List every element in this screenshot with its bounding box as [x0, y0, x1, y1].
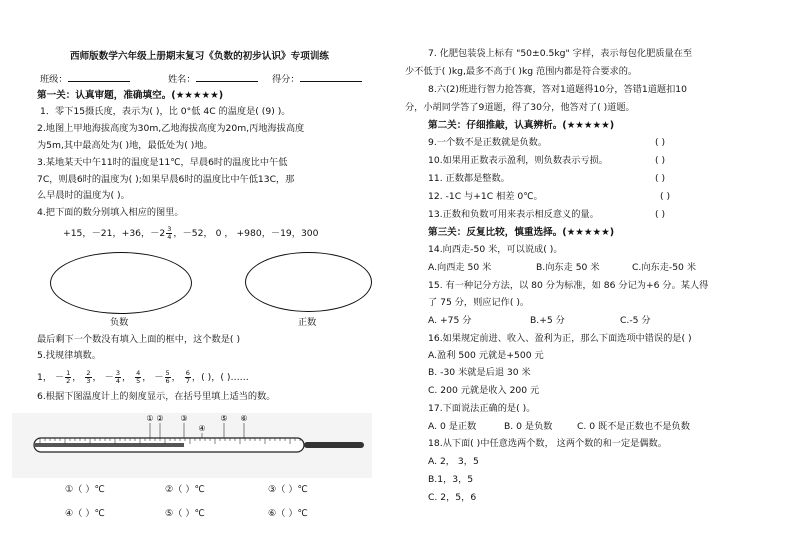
q15-option-c: C.-5 分 — [620, 315, 651, 326]
negative-number-oval — [50, 252, 192, 314]
question-8-line2: 分，小胡同学答了9道题，得了30分，他答对了( )道题。 — [405, 102, 635, 113]
answer-4: ④（ ）℃ — [65, 508, 105, 519]
thermometer-marker-label: ⑤ — [220, 414, 228, 423]
section3-header: 第三关：反复比较，慎重选择。(★★★★★) — [428, 227, 615, 238]
name-field — [168, 72, 258, 86]
q15-option-a: A. +75 分 — [428, 315, 472, 326]
mixed-number-whole: －2 — [150, 228, 166, 239]
answer-3: ③（ ）℃ — [268, 484, 308, 495]
q16-option-b: B. -30 米就是后退 30 米 — [428, 367, 531, 378]
question-17: 17.下面说法正确的是( )。 — [428, 403, 536, 414]
q14-option-c: C.向东走-50 米 — [632, 262, 697, 273]
question-15-line1: 15. 有一种记分方法，以 80 分为标准，如 86 分记为+6 分。某人得 — [428, 280, 709, 291]
q18-option-c: C. 2，5，6 — [428, 492, 477, 503]
section1-header: 第一关：认真审题，准确填空。(★★★★★) — [37, 90, 224, 101]
q18-option-a: A. 2， 3，5 — [428, 456, 479, 467]
question-7-line2: 少不低于( )kg,最多不高于( )kg 范围内都是符合要求的。 — [405, 66, 638, 77]
question-8-line1: 8.六(2)班进行智力抢答赛，答对1道题得10分，答错1道题扣10 — [428, 84, 687, 95]
question-5-sequence: 1， － $\frac{1}{2}$ ， $\frac{2}{3}$ ， － $\frac{3}{4}$ ， $\frac{4}{5}$ ， － $\frac{5}{6}$ ， $\frac{6}{7}$ ，( )，( )…… — [37, 369, 249, 385]
question-16: 16.如果规定前进、收入、盈利为正，那么下面选项中错误的是( ) — [428, 333, 692, 344]
score-label: 得分： — [272, 74, 300, 85]
positive-oval-label: 正数 — [298, 317, 317, 328]
q16-option-c: C. 200 元就是收入 200 元 — [428, 385, 540, 396]
name-label: 姓名： — [168, 74, 196, 85]
question-4-tail: 最后剩下一个数没有填入上面的框中，这个数是( ) — [37, 334, 241, 345]
thermometer-marker-label: ⑥ — [240, 414, 248, 423]
number-list — [63, 226, 318, 241]
judge-11-paren: ( ) — [655, 173, 666, 184]
q15-option-b: B.+5 分 — [530, 315, 565, 326]
judge-9-paren: ( ) — [655, 137, 666, 148]
judge-13: 13.正数和负数可用来表示相反意义的量。 — [428, 209, 599, 220]
q14-option-a: A.向西走 50 米 — [428, 262, 492, 273]
q17-option-c: C. 0 既不是正数也不是负数 — [577, 421, 690, 432]
thermometer-figure — [12, 413, 372, 478]
negative-oval-label: 负数 — [110, 317, 129, 328]
q17-option-a: A. 0 是正数 — [428, 421, 477, 432]
question-3-line1: 3.某地某天中午11时的温度是11℃，早晨6时的温度比中午低 — [37, 157, 288, 168]
judge-12-paren: ( ) — [660, 191, 671, 202]
q18-option-b: B.1，3，5 — [428, 474, 474, 485]
section2-header: 第二关：仔细推敲，认真辨析。(★★★★★) — [428, 120, 615, 131]
question-1: 1．零下15摄氏度，表示为( )，比 0°低 4C 的温度是( (9) )。 — [40, 106, 291, 117]
class-label: 班级： — [40, 74, 68, 85]
question-2-line2: 为5m,其中最高处为( )地，最低处为( )地。 — [37, 140, 213, 151]
question-6: 6.根据下图温度计上的刻度显示，在括号里填上适当的数。 — [37, 391, 276, 402]
q17-option-b: B. 0 是负数 — [504, 421, 553, 432]
answer-6: ⑥（ ）℃ — [268, 508, 308, 519]
question-14: 14.向西走-50 米，可以说成( )。 — [428, 244, 563, 255]
thermometer-marker-label: ② — [156, 414, 164, 423]
judge-11: 11. 正数都是整数。 — [428, 173, 510, 184]
answer-2: ②（ ）℃ — [165, 484, 205, 495]
question-3-line2: 7C，则晨6时的温度为( );如果早晨6时的温度比中午低13C，那 — [37, 174, 295, 185]
thermometer-marker-label: ④ — [198, 424, 206, 433]
judge-13-paren: ( ) — [655, 209, 666, 220]
judge-9: 9.一个数不是正数就是负数。 — [428, 137, 548, 148]
page-title: 西师版数学六年级上册期末复习《负数的初步认识》专项训练 — [70, 51, 330, 62]
question-7-line1: 7. 化肥包装袋上标有 "50±0.5kg" 字样，表示每包化肥质量在至 — [428, 48, 693, 59]
mixed-number-fraction: $\frac{3}{4}$ — [167, 225, 172, 241]
judge-12: 12. -1C 与+1C 相差 0℃。 — [428, 191, 543, 202]
question-4: 4.把下面的数分别填入相应的图里。 — [37, 207, 184, 218]
answer-5: ⑤（ ）℃ — [165, 508, 205, 519]
answer-1: ①（ ）℃ — [65, 484, 105, 495]
q14-option-b: B.向东走 50 米 — [536, 262, 600, 273]
thermometer-marker-label: ③ — [180, 414, 188, 423]
question-2-line1: 2.地图上甲地海拔高度为30m,乙地海拔高度为20m,丙地海拔高度 — [37, 123, 305, 134]
question-18: 18.从下面( )中任意选两个数， 这两个数的和一定是偶数。 — [428, 438, 667, 449]
class-field — [40, 72, 130, 86]
question-5: 5.找规律填数。 — [37, 350, 101, 361]
number-list-start: +15，－21，+36， — [63, 228, 151, 239]
positive-number-oval — [245, 252, 372, 312]
q16-option-a: A.盈利 500 元就是+500 元 — [428, 350, 544, 361]
score-field — [272, 72, 362, 86]
judge-10: 10.如果用正数表示盈利，则负数表示亏损。 — [428, 155, 608, 166]
thermometer-marker-label: ① — [146, 414, 154, 423]
question-15-line2: 了 75 分，则应记作( )。 — [428, 297, 530, 308]
number-list-rest: ，－52， 0 ， +980，－19，300 — [173, 228, 319, 239]
judge-10-paren: ( ) — [655, 155, 666, 166]
question-3-line3: 么早晨时的温度为( )。 — [37, 190, 130, 201]
